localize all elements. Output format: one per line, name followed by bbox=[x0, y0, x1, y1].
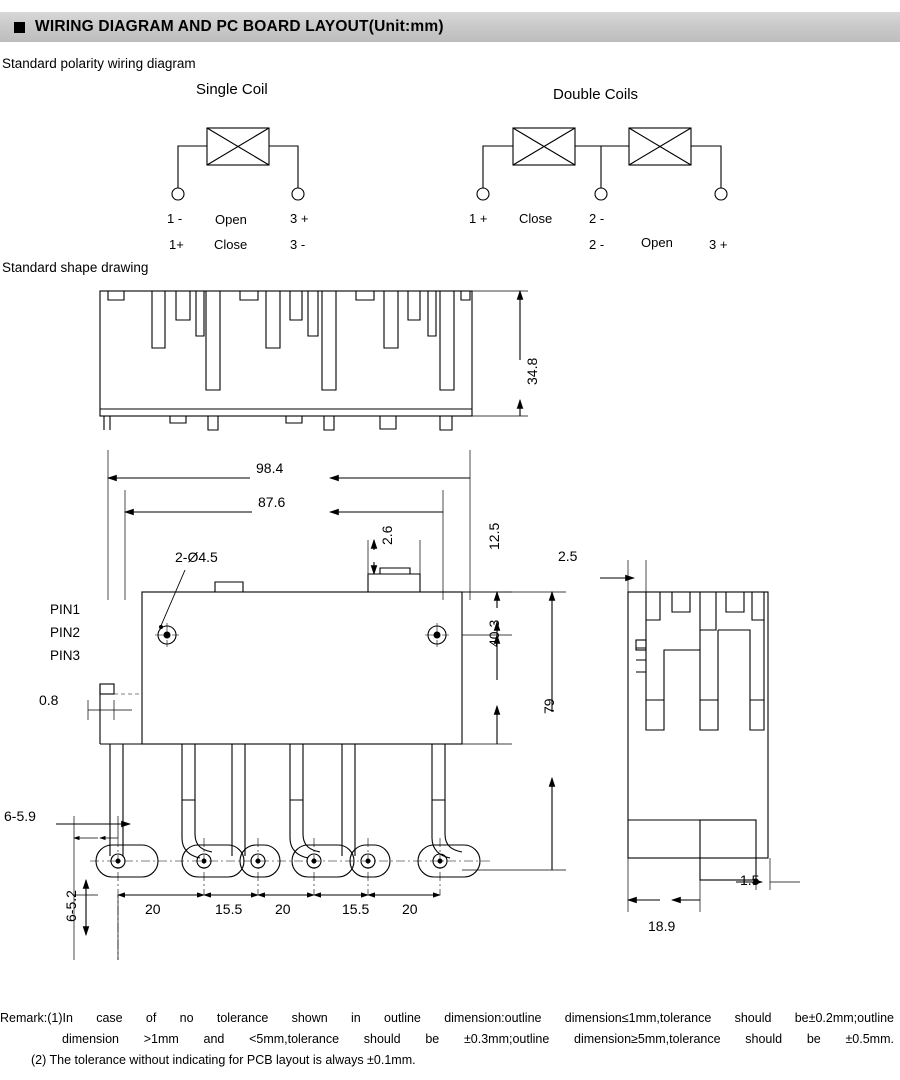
dim-40-3: 40.3 bbox=[486, 619, 502, 647]
dim-34-8: 34.8 bbox=[524, 357, 540, 385]
page-title: WIRING DIAGRAM AND PC BOARD LAYOUT(Unit:mm) bbox=[35, 18, 444, 35]
double-coils-title: Double Coils bbox=[553, 86, 639, 103]
single-right-bottom-label: 3 - bbox=[290, 237, 306, 252]
single-right-top-label: 3 + bbox=[290, 211, 309, 226]
bullet-square-icon bbox=[14, 22, 25, 33]
dim-pcb-20a: 20 bbox=[145, 901, 161, 917]
double-p3-label: 3 + bbox=[709, 237, 728, 252]
remark-line-1: Remark:(1)In case of no tolerance shown in outline dimension:outline dimension≤1mm,tolerance should be±0.2mm;outline bbox=[0, 1011, 894, 1025]
single-left-top-label: 1 - bbox=[167, 211, 183, 226]
remark-line-3: (2) The tolerance without indicating for PCB layout is always ±0.1mm. bbox=[31, 1053, 416, 1067]
dim-pcb-20b: 20 bbox=[275, 901, 291, 917]
dim-2-5: 2.5 bbox=[558, 548, 578, 564]
pin2-label: PIN2 bbox=[50, 625, 81, 640]
dim-18-9: 18.9 bbox=[648, 918, 676, 934]
dim-pcb-15-5b: 15.5 bbox=[342, 901, 370, 917]
pin3-label: PIN3 bbox=[50, 648, 81, 663]
section-header-bar bbox=[0, 12, 900, 42]
single-left-bottom-label: 1+ bbox=[169, 237, 184, 252]
single-coil-title: Single Coil bbox=[196, 81, 268, 98]
dim-2-hole-4-5: 2-Ø4.5 bbox=[175, 549, 218, 565]
remark-block bbox=[0, 1008, 900, 1071]
double-open-label: Open bbox=[641, 235, 673, 250]
dim-6-5-2: 6-5.2 bbox=[63, 890, 79, 922]
dim-12-5: 12.5 bbox=[486, 522, 502, 550]
dim-2-6: 2.6 bbox=[379, 525, 395, 545]
dim-pcb-20c: 20 bbox=[402, 901, 418, 917]
double-p2b-label: 2 - bbox=[589, 237, 605, 252]
single-open-label: Open bbox=[215, 212, 247, 227]
pin1-label: PIN1 bbox=[50, 602, 81, 617]
double-p2a-label: 2 - bbox=[589, 211, 605, 226]
dim-pcb-15-5a: 15.5 bbox=[215, 901, 243, 917]
dim-0-8: 0.8 bbox=[39, 692, 59, 708]
dim-98-4: 98.4 bbox=[256, 460, 284, 476]
dim-1-5: 1.5 bbox=[740, 872, 760, 888]
dim-6-5-9: 6-5.9 bbox=[4, 808, 36, 824]
remark-line-2: dimension >1mm and <5mm,tolerance should be ±0.3mm;outline dimension≥5mm,tolerance should be ±0.5mm. bbox=[62, 1032, 894, 1046]
double-p1-label: 1 + bbox=[469, 211, 488, 226]
double-close-label: Close bbox=[519, 211, 553, 226]
dim-79: 79 bbox=[541, 698, 557, 714]
single-close-label: Close bbox=[214, 237, 248, 252]
polarity-caption: Standard polarity wiring diagram bbox=[2, 56, 196, 71]
dim-87-6: 87.6 bbox=[258, 494, 286, 510]
shape-caption: Standard shape drawing bbox=[2, 260, 149, 275]
